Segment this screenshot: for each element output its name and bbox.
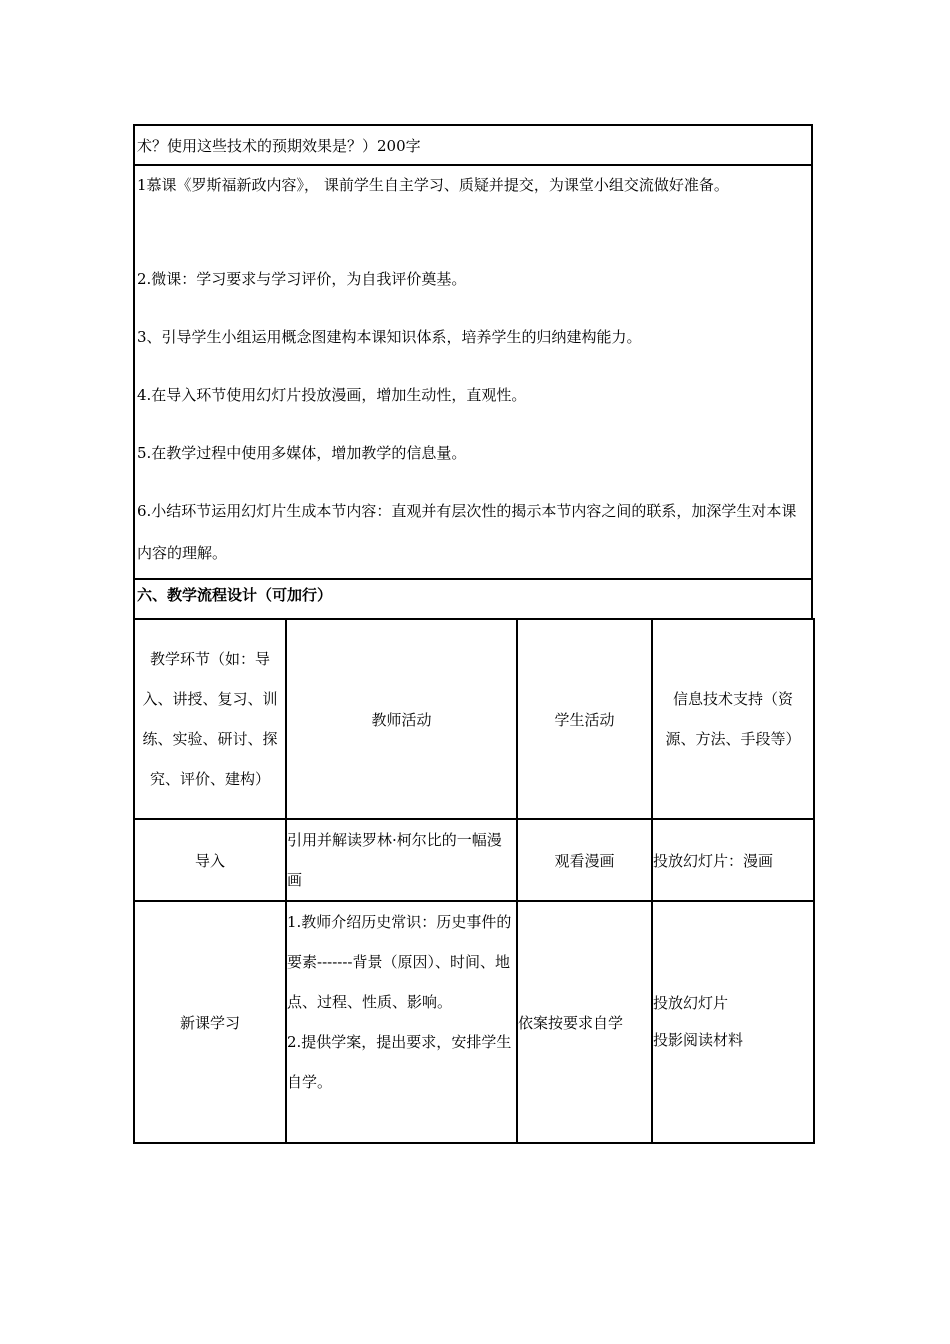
- header-student: 学生活动: [517, 619, 652, 819]
- tech-plan-cell: [133, 164, 813, 580]
- student-cell: 依案按要求自学: [517, 901, 652, 1143]
- teacher-cell: [286, 901, 517, 1143]
- header-teacher: 教师活动: [286, 619, 517, 819]
- teacher-step-1: 1.教师介绍历史常识：历史事件的要素-------背景（原因）、时间、地点、过程、性质、影响。: [287, 913, 512, 1011]
- table-row: [134, 819, 814, 901]
- table-row: [134, 901, 814, 1143]
- tech-item-3: 3、引导学生小组运用概念图建构本课知识体系，培养学生的归纳建构能力。: [137, 328, 642, 346]
- teaching-flow-table: [133, 618, 815, 1144]
- student-cell: 观看漫画: [517, 819, 652, 901]
- tech-item-6: 6.小结环节运用幻灯片生成本节内容：直观并有层次性的揭示本节内容之间的联系，加深学生对本课内容的理解。: [137, 502, 797, 562]
- tech-item-5: 5.在教学过程中使用多媒体，增加教学的信息量。: [137, 444, 467, 462]
- teacher-cell: 引用并解读罗林·柯尔比的一幅漫画: [286, 819, 517, 901]
- table-header-row: [134, 619, 814, 819]
- tech-item-1: 1慕课《罗斯福新政内容》， 课前学生自主学习、质疑并提交，为课堂小组交流做好准备。: [137, 176, 729, 194]
- header-tech: 信息技术支持（资源、方法、手段等）: [652, 619, 814, 819]
- tech-item-2: 2.微课：学习要求与学习评价，为自我评价奠基。: [137, 270, 467, 288]
- stage-cell: 导入: [134, 819, 286, 901]
- tech-line-1: 投放幻灯片: [653, 994, 729, 1012]
- question-row: [133, 124, 813, 166]
- section-6-title: 六、教学流程设计（可加行）: [137, 586, 333, 604]
- stage-cell: 新课学习: [134, 901, 286, 1143]
- tech-item-4: 4.在导入环节使用幻灯片投放漫画，增加生动性，直观性。: [137, 386, 527, 404]
- tech-line-2: 投影阅读材料: [653, 1031, 744, 1049]
- tech-cell: 投放幻灯片：漫画: [652, 819, 814, 901]
- teacher-step-2: 2.提供学案，提出要求，安排学生自学。: [287, 1033, 512, 1091]
- header-stage: 教学环节（如：导入、讲授、复习、训练、实验、研讨、探究、评价、建构）: [134, 619, 286, 819]
- section-6-row: [133, 578, 813, 620]
- question-text: 术？使用这些技术的预期效果是？）200字: [137, 137, 421, 155]
- tech-cell: [652, 901, 814, 1143]
